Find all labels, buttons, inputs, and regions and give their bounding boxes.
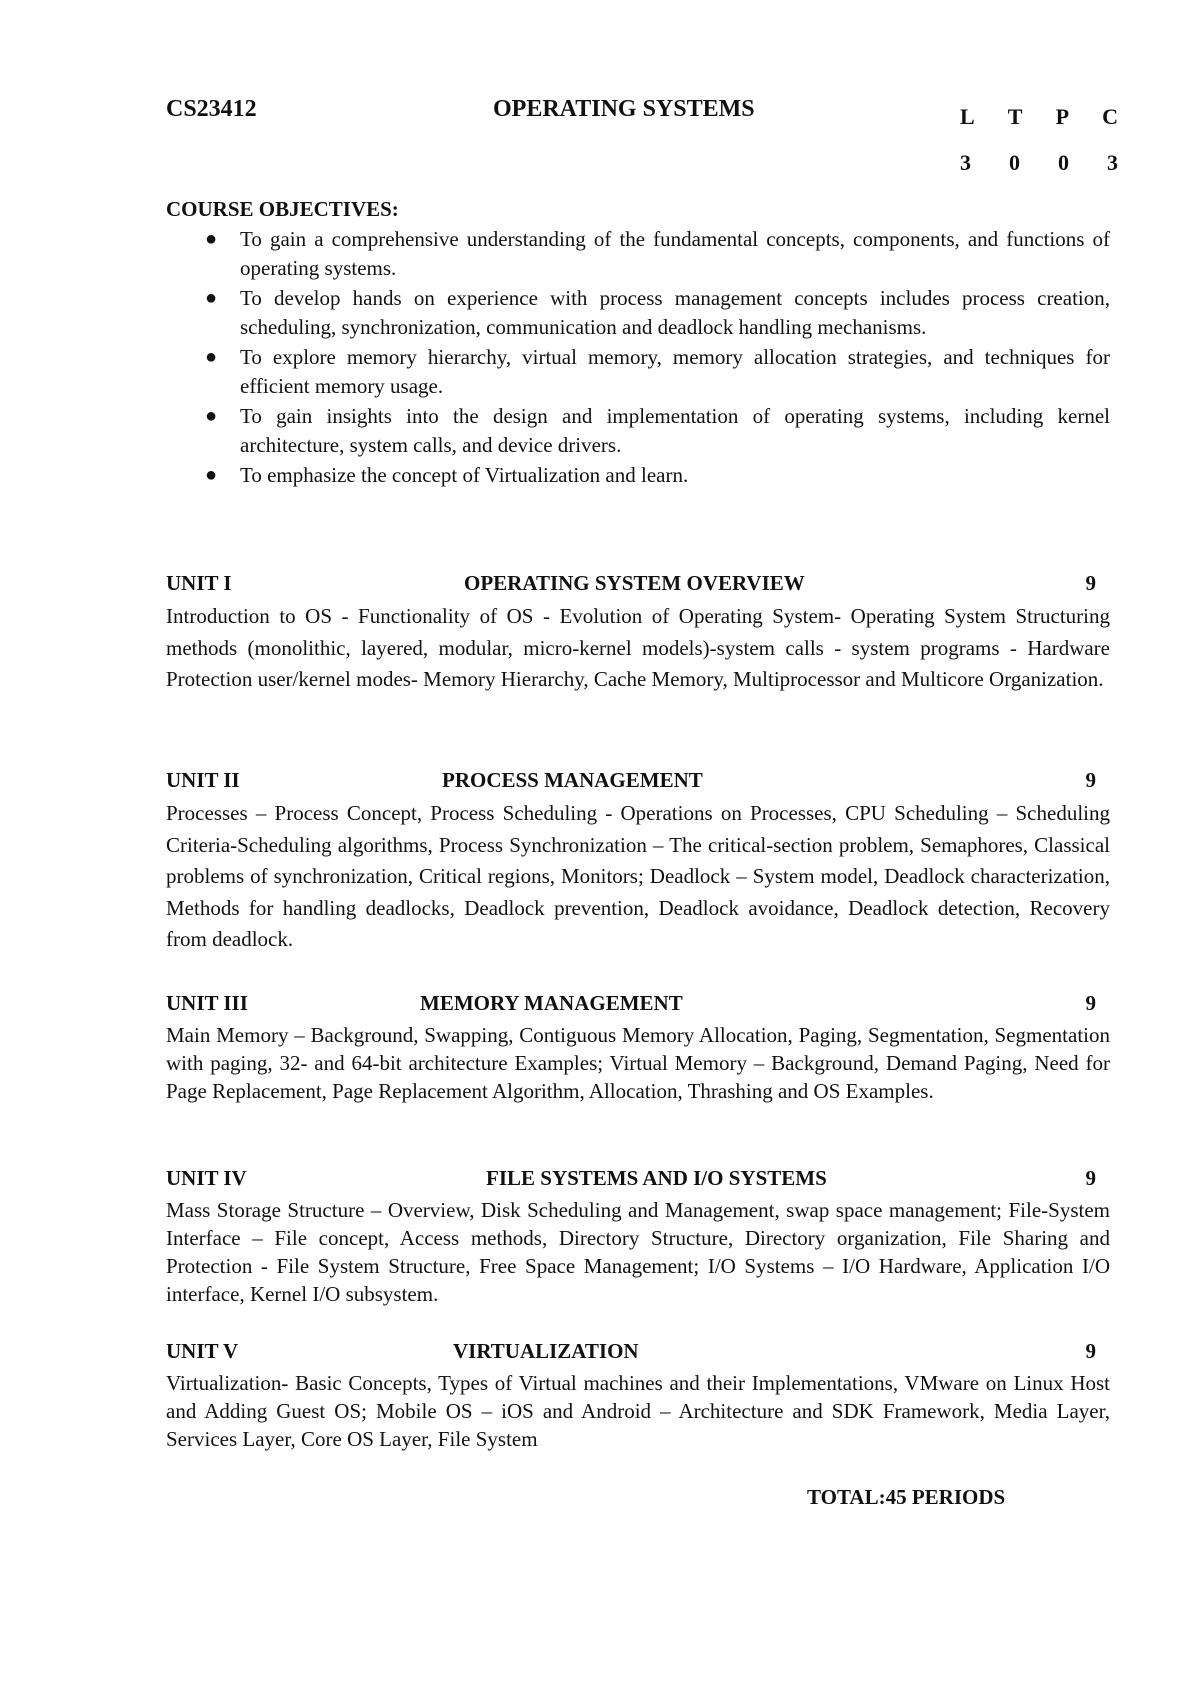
bullet-icon: ● [205, 405, 218, 427]
unit-label: UNIT IV [166, 1166, 247, 1190]
objective-text: To explore memory hierarchy, virtual memory, memory allocation strategies, and techniques for efficient memory usage. [240, 345, 1110, 398]
course-code: CS23412 [166, 96, 257, 122]
unit-section-5 [166, 1339, 1110, 1453]
ltpc-labels [960, 104, 1118, 130]
unit-header [166, 571, 1110, 601]
unit-section-4 [166, 1166, 1110, 1308]
bullet-icon: ● [205, 464, 218, 486]
unit-content: Introduction to OS - Functionality of OS - Evolution of Operating System- Operating System Structuring methods (monolithic, layered, modular, micro-kernel models)-system calls - system programs - Hardware Protection user/kernel modes- Memory Hierarchy, Cache Memory, Multiprocessor and Multicore Organization. [166, 604, 1110, 691]
unit-section-3 [166, 991, 1110, 1105]
unit-content: Processes – Process Concept, Process Scheduling - Operations on Processes, CPU Scheduling – Scheduling Criteria-Scheduling algorithms, Process Synchronization – The critical-section problem, Semaphores, Classical problems of synchronization, Critical regions, Monitors; Deadlock – System model, Deadlock characterization, Methods for handling deadlocks, Deadlock prevention, Deadlock avoidance, Deadlock detection, Recovery from deadlock. [166, 801, 1110, 951]
objective-item [205, 284, 1110, 342]
unit-content: Mass Storage Structure – Overview, Disk Scheduling and Management, swap space management; File-System Interface – File concept, Access methods, Directory Structure, Directory organization, File Sharing and Protection - File System Structure, Free Space Management; I/O Systems – I/O Hardware, Application I/O interface, Kernel I/O subsystem. [166, 1198, 1110, 1306]
objective-item [205, 402, 1110, 460]
unit-label: UNIT V [166, 1339, 239, 1363]
bullet-icon: ● [205, 346, 218, 368]
unit-label: UNIT II [166, 768, 240, 792]
unit-header [166, 1166, 1110, 1196]
unit-title: PROCESS MANAGEMENT [442, 768, 703, 792]
ltpc-value-p: 0 [1058, 150, 1069, 175]
course-title: OPERATING SYSTEMS [493, 96, 755, 122]
unit-hours: 9 [1085, 991, 1096, 1015]
ltpc-values [960, 150, 1118, 176]
ltpc-label-t: T [1007, 104, 1023, 129]
unit-header [166, 768, 1110, 798]
objectives-heading: COURSE OBJECTIVES: [166, 197, 399, 221]
bullet-icon: ● [205, 228, 218, 250]
unit-title: MEMORY MANAGEMENT [420, 991, 683, 1015]
ltpc-label-c: C [1102, 104, 1118, 129]
bullet-icon: ● [205, 287, 218, 309]
total-periods: TOTAL:45 PERIODS [807, 1485, 1006, 1509]
unit-section-1 [166, 571, 1110, 696]
objective-text: To develop hands on experience with process management concepts includes process creation, scheduling, synchronization, communication and deadlock handling mechanisms. [240, 286, 1110, 339]
objective-item [205, 225, 1110, 283]
unit-hours: 9 [1085, 1339, 1096, 1363]
ltpc-value-l: 3 [960, 150, 971, 175]
ltpc-label-p: P [1055, 104, 1070, 129]
unit-hours: 9 [1085, 1166, 1096, 1190]
objective-text: To emphasize the concept of Virtualization and learn. [240, 463, 689, 487]
ltpc-label-l: L [960, 104, 975, 129]
unit-title: OPERATING SYSTEM OVERVIEW [464, 571, 805, 595]
objectives-list [205, 225, 1110, 491]
unit-hours: 9 [1085, 768, 1096, 792]
unit-content: Virtualization- Basic Concepts, Types of Virtual machines and their Implementations, VMware on Linux Host and Adding Guest OS; Mobile OS – iOS and Android – Architecture and SDK Framework, Media Layer, Services Layer, Core OS Layer, File System [166, 1371, 1110, 1451]
unit-hours: 9 [1085, 571, 1096, 595]
objective-text: To gain insights into the design and implementation of operating systems, including kernel architecture, system calls, and device drivers. [240, 404, 1110, 457]
ltpc-value-t: 0 [1009, 150, 1020, 175]
objective-item [205, 461, 1110, 490]
unit-label: UNIT III [166, 991, 248, 1015]
ltpc-value-c: 3 [1107, 150, 1118, 175]
unit-title: FILE SYSTEMS AND I/O SYSTEMS [486, 1166, 827, 1190]
unit-header [166, 991, 1110, 1021]
unit-header [166, 1339, 1110, 1369]
unit-title: VIRTUALIZATION [453, 1339, 639, 1363]
unit-section-2 [166, 768, 1110, 956]
objective-text: To gain a comprehensive understanding of the fundamental concepts, components, and functions of operating systems. [240, 227, 1110, 280]
objective-item [205, 343, 1110, 401]
unit-content: Main Memory – Background, Swapping, Contiguous Memory Allocation, Paging, Segmentation, Segmentation with paging, 32- and 64-bit architecture Examples; Virtual Memory – Background, Demand Paging, Need for Page Replacement, Page Replacement Algorithm, Allocation, Thrashing and OS Examples. [166, 1023, 1110, 1103]
unit-label: UNIT I [166, 571, 232, 595]
